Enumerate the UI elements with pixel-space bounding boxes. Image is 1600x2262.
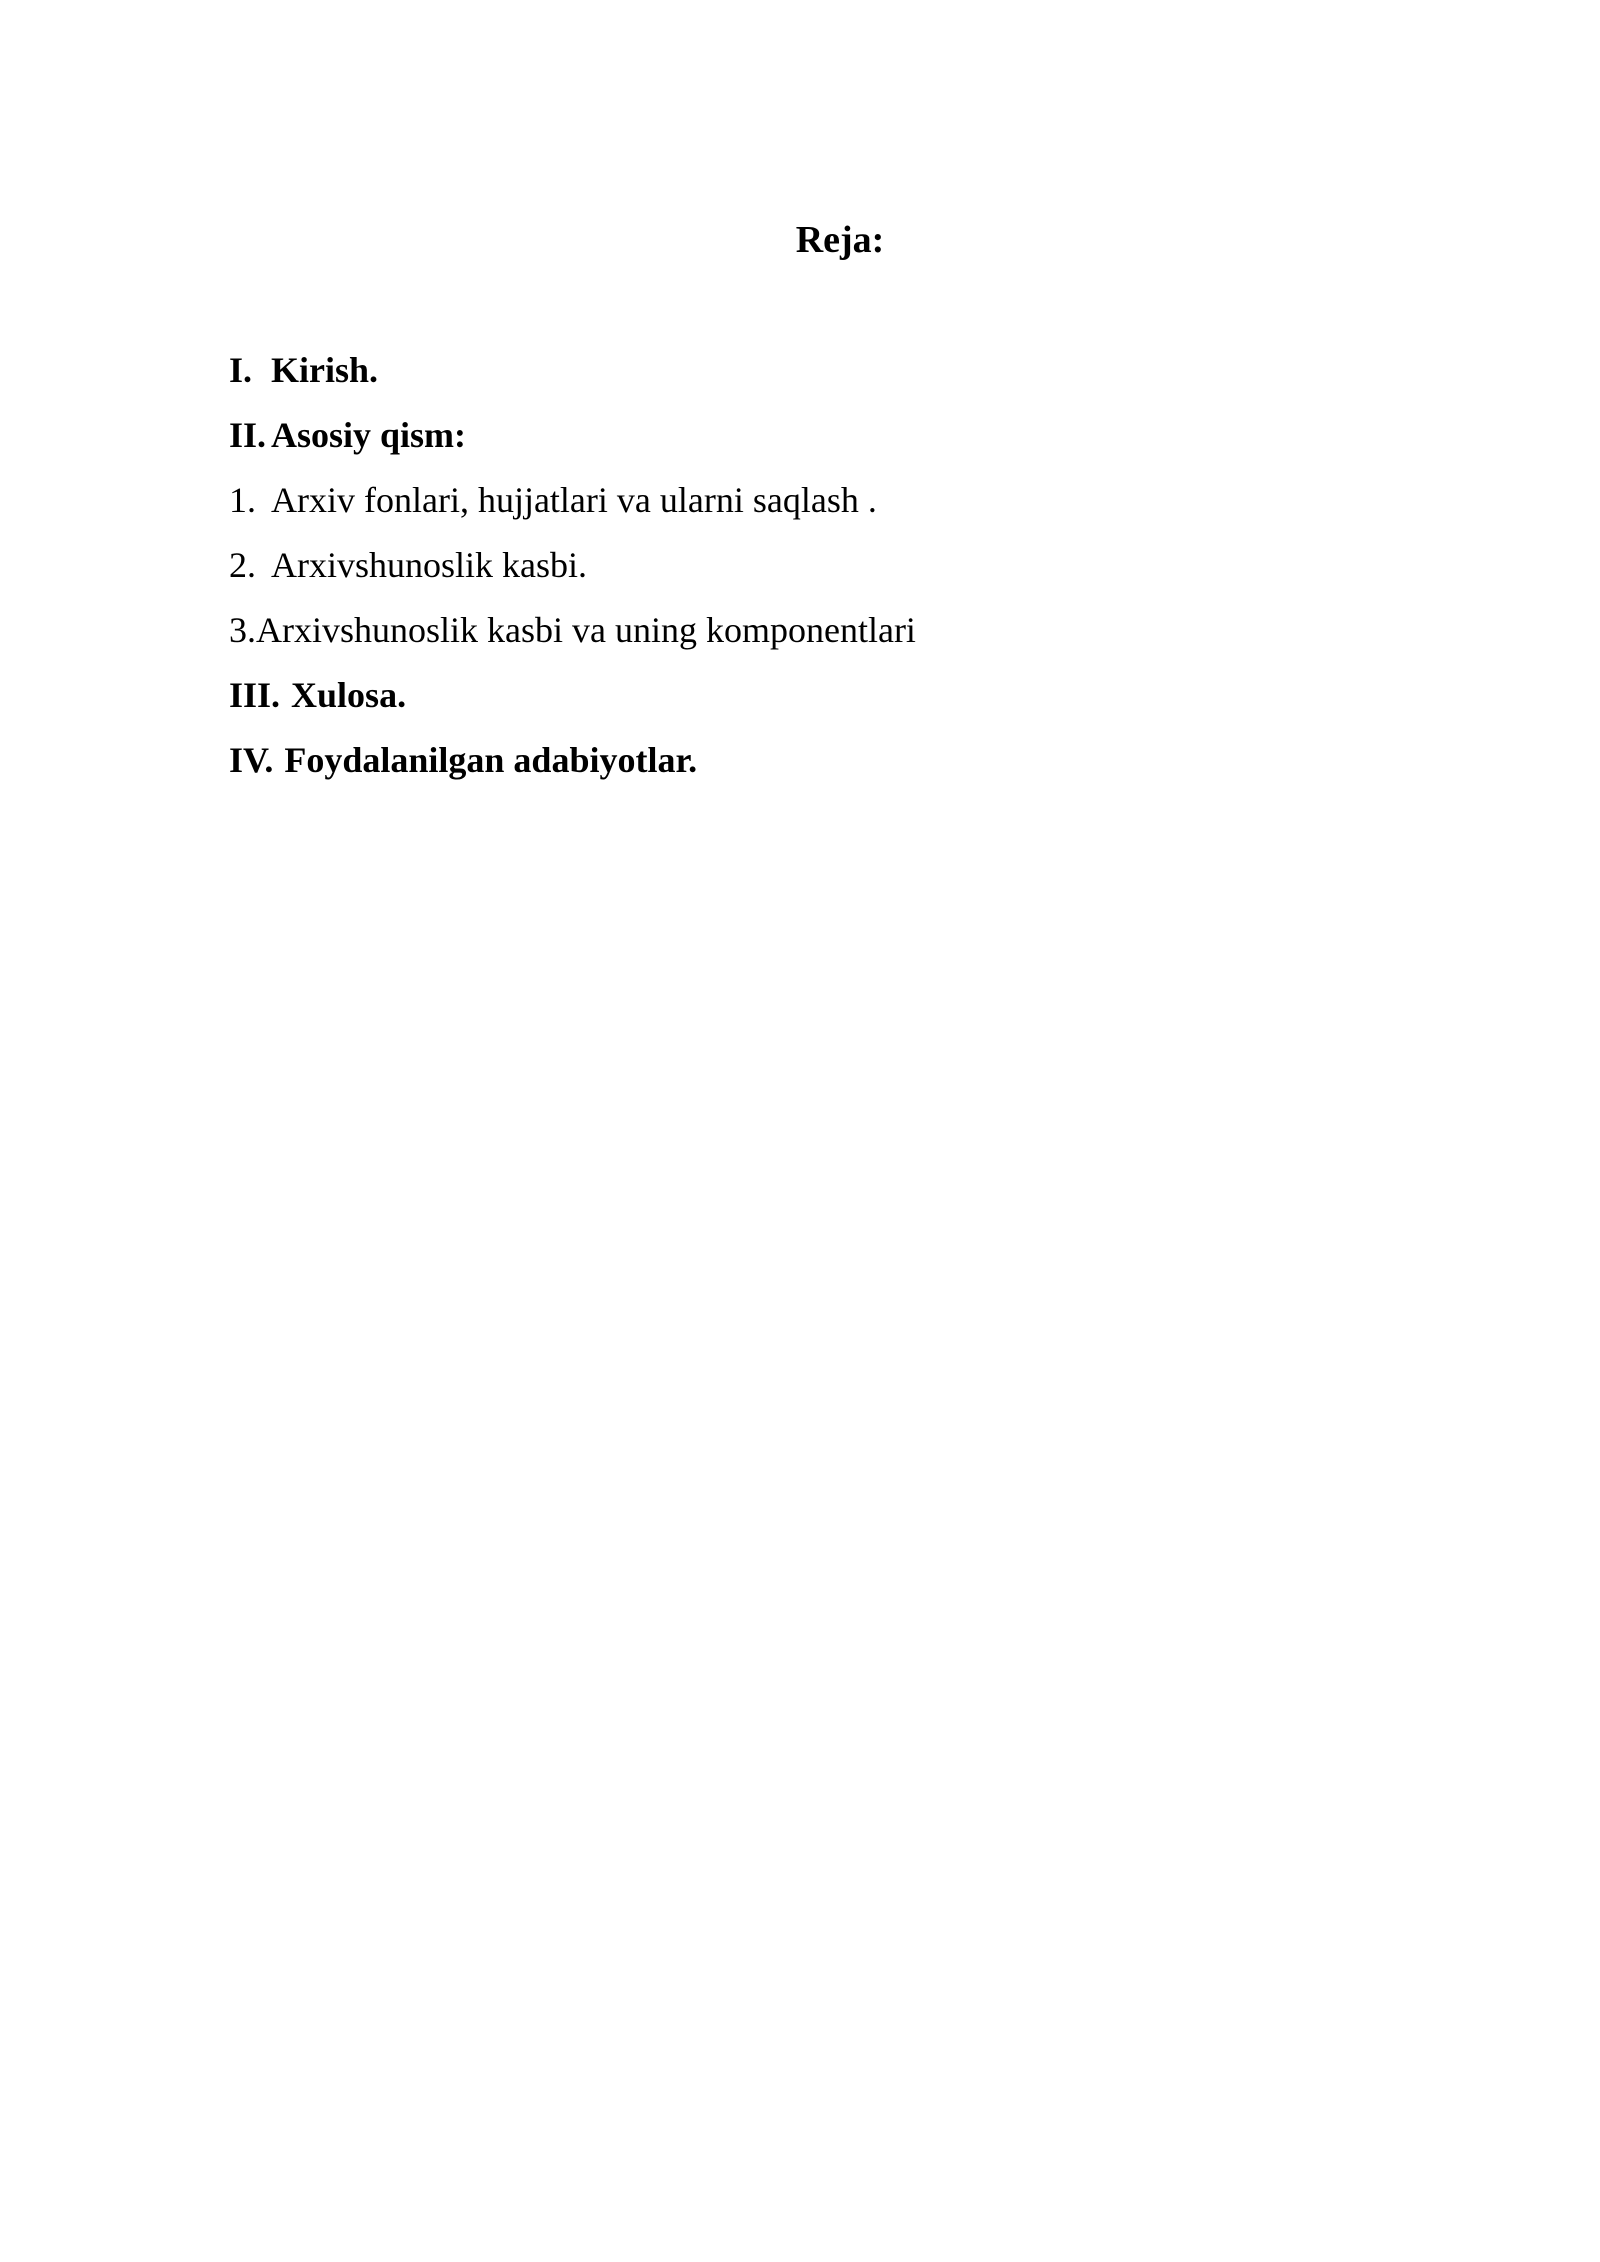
- plan-item-text: Arxivshunoslik kasbi.: [271, 545, 588, 585]
- plan-item-marker: IV.: [229, 740, 274, 780]
- plan-item-marker: II.: [229, 415, 267, 455]
- plan-item-marker: 1.: [229, 480, 256, 520]
- plan-item-conclusion: [229, 669, 1429, 734]
- plan-item-main-part: [229, 409, 1429, 474]
- plan-item-text: Arxivshunoslik kasbi va uning komponentlari: [256, 610, 916, 650]
- plan-item-marker: III.: [229, 675, 281, 715]
- plan-subitem-2: [229, 539, 1429, 604]
- plan-item-introduction: [229, 344, 1429, 409]
- plan-item-text: Foydalanilgan adabiyotlar.: [284, 740, 698, 780]
- plan-item-text: Xulosa.: [291, 675, 407, 715]
- plan-subitem-3: [229, 604, 1429, 669]
- plan-item-marker: I.: [229, 350, 253, 390]
- page-title: Reja:: [795, 219, 885, 261]
- plan-item-references: [229, 734, 1429, 799]
- plan-item-marker: 3.: [229, 610, 256, 650]
- plan-item-text: Kirish.: [271, 350, 379, 390]
- plan-item-text: Arxiv fonlari, hujjatlari va ularni saqlash .: [271, 480, 877, 520]
- plan-item-marker: 2.: [229, 545, 256, 585]
- plan-subitem-1: [229, 474, 1429, 539]
- plan-list: [229, 344, 1429, 799]
- plan-item-text: Asosiy qism:: [271, 415, 467, 455]
